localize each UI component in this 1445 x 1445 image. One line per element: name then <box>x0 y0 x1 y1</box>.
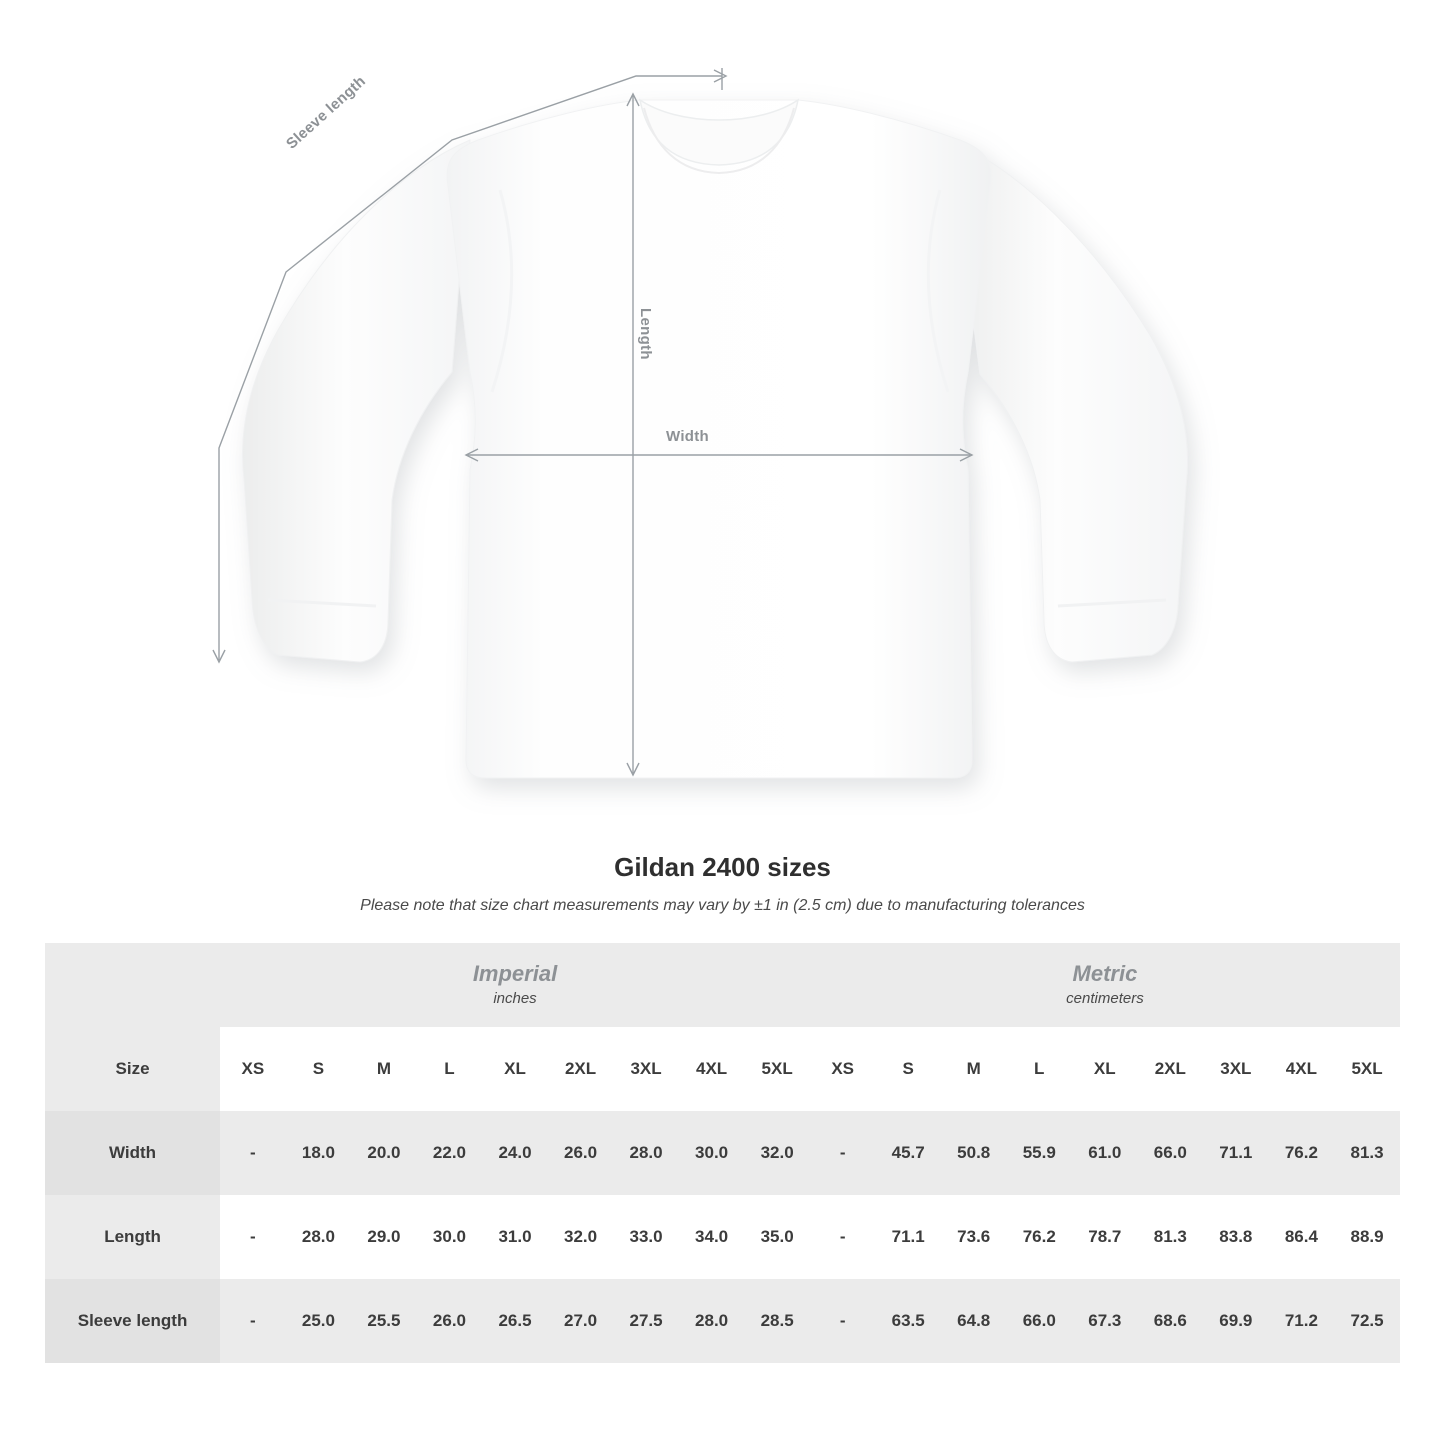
cell: 66.0 <box>1138 1111 1204 1195</box>
table-row <box>45 1111 1400 1195</box>
cell: 34.0 <box>679 1195 745 1279</box>
cell: 64.8 <box>941 1279 1007 1363</box>
cell: 26.5 <box>482 1279 548 1363</box>
size-header-cell: 2XL <box>1138 1027 1204 1111</box>
cell: 72.5 <box>1334 1279 1400 1363</box>
cell: 69.9 <box>1203 1279 1269 1363</box>
size-header-cell: 3XL <box>613 1027 679 1111</box>
cell: 61.0 <box>1072 1111 1138 1195</box>
cell: 81.3 <box>1138 1195 1204 1279</box>
size-header-cell: XS <box>220 1027 286 1111</box>
unit-group-metric-title: Metric <box>1072 961 1138 986</box>
size-header-cell: 3XL <box>1203 1027 1269 1111</box>
size-header-row <box>45 1027 1400 1111</box>
cell: - <box>810 1195 876 1279</box>
cell: 22.0 <box>417 1111 483 1195</box>
cell: 32.0 <box>744 1111 810 1195</box>
cell: 71.1 <box>1203 1111 1269 1195</box>
cell: 29.0 <box>351 1195 417 1279</box>
shirt-shape <box>242 100 1187 778</box>
size-header-cell: S <box>286 1027 352 1111</box>
cell: 18.0 <box>286 1111 352 1195</box>
cell: 26.0 <box>417 1279 483 1363</box>
cell: 28.0 <box>679 1279 745 1363</box>
page-title: Gildan 2400 sizes <box>614 852 831 882</box>
cell: 26.0 <box>548 1111 614 1195</box>
table-row <box>45 1195 1400 1279</box>
cell: 30.0 <box>417 1195 483 1279</box>
cell: 28.5 <box>744 1279 810 1363</box>
size-header-cell: L <box>417 1027 483 1111</box>
size-header-cell: L <box>1006 1027 1072 1111</box>
row-label-width: Width <box>45 1111 220 1195</box>
cell: 27.5 <box>613 1279 679 1363</box>
cell: 66.0 <box>1006 1279 1072 1363</box>
cell: 83.8 <box>1203 1195 1269 1279</box>
width-dimension-label: Width <box>666 428 710 445</box>
unit-group-imperial-title: Imperial <box>472 961 558 986</box>
cell: 30.0 <box>679 1111 745 1195</box>
cell: 88.9 <box>1334 1195 1400 1279</box>
size-chart-table <box>45 943 1400 1363</box>
unit-spacer-cell <box>45 943 220 1027</box>
cell: 33.0 <box>613 1195 679 1279</box>
unit-group-imperial-sub: inches <box>493 989 537 1007</box>
row-label-sleeve-length: Sleeve length <box>45 1279 220 1363</box>
table-row <box>45 1279 1400 1363</box>
cell: - <box>220 1279 286 1363</box>
size-header-label: Size <box>45 1027 220 1111</box>
cell: 25.0 <box>286 1279 352 1363</box>
cell: 76.2 <box>1006 1195 1072 1279</box>
cell: 71.2 <box>1269 1279 1335 1363</box>
cell: - <box>810 1111 876 1195</box>
size-header-cell: M <box>941 1027 1007 1111</box>
cell: 35.0 <box>744 1195 810 1279</box>
size-header-cell: XL <box>1072 1027 1138 1111</box>
row-label-length: Length <box>45 1195 220 1279</box>
cell: 55.9 <box>1006 1111 1072 1195</box>
size-header-cell: M <box>351 1027 417 1111</box>
unit-group-metric <box>810 943 1400 1027</box>
size-header-cell: 5XL <box>1334 1027 1400 1111</box>
cell: 28.0 <box>613 1111 679 1195</box>
chart-title-block <box>0 852 1445 915</box>
cell: - <box>220 1111 286 1195</box>
cell: 86.4 <box>1269 1195 1335 1279</box>
size-header-cell: 4XL <box>679 1027 745 1111</box>
length-dimension-label: Length <box>637 308 654 360</box>
size-header-cell: 2XL <box>548 1027 614 1111</box>
size-chart-table-wrap <box>0 943 1445 1363</box>
unit-group-metric-sub: centimeters <box>1066 989 1144 1007</box>
cell: 81.3 <box>1334 1111 1400 1195</box>
cell: 45.7 <box>875 1111 941 1195</box>
cell: 63.5 <box>875 1279 941 1363</box>
unit-group-imperial <box>220 943 810 1027</box>
cell: 50.8 <box>941 1111 1007 1195</box>
cell: 20.0 <box>351 1111 417 1195</box>
cell: 71.1 <box>875 1195 941 1279</box>
cell: 27.0 <box>548 1279 614 1363</box>
size-header-cell: XS <box>810 1027 876 1111</box>
size-header-cell: 5XL <box>744 1027 810 1111</box>
cell: 32.0 <box>548 1195 614 1279</box>
size-header-cell: 4XL <box>1269 1027 1335 1111</box>
cell: 76.2 <box>1269 1111 1335 1195</box>
size-header-cell: S <box>875 1027 941 1111</box>
cell: 67.3 <box>1072 1279 1138 1363</box>
cell: 28.0 <box>286 1195 352 1279</box>
cell: 73.6 <box>941 1195 1007 1279</box>
cell: 31.0 <box>482 1195 548 1279</box>
cell: 24.0 <box>482 1111 548 1195</box>
cell: - <box>810 1279 876 1363</box>
tolerance-note: Please note that size chart measurements may vary by ±1 in (2.5 cm) due to manufacturing tolerances <box>360 897 1085 914</box>
cell: - <box>220 1195 286 1279</box>
unit-group-row <box>45 943 1400 1027</box>
cell: 25.5 <box>351 1279 417 1363</box>
sleeve-length-dimension-label: Sleeve length <box>283 72 370 153</box>
size-header-cell: XL <box>482 1027 548 1111</box>
cell: 68.6 <box>1138 1279 1204 1363</box>
cell: 78.7 <box>1072 1195 1138 1279</box>
